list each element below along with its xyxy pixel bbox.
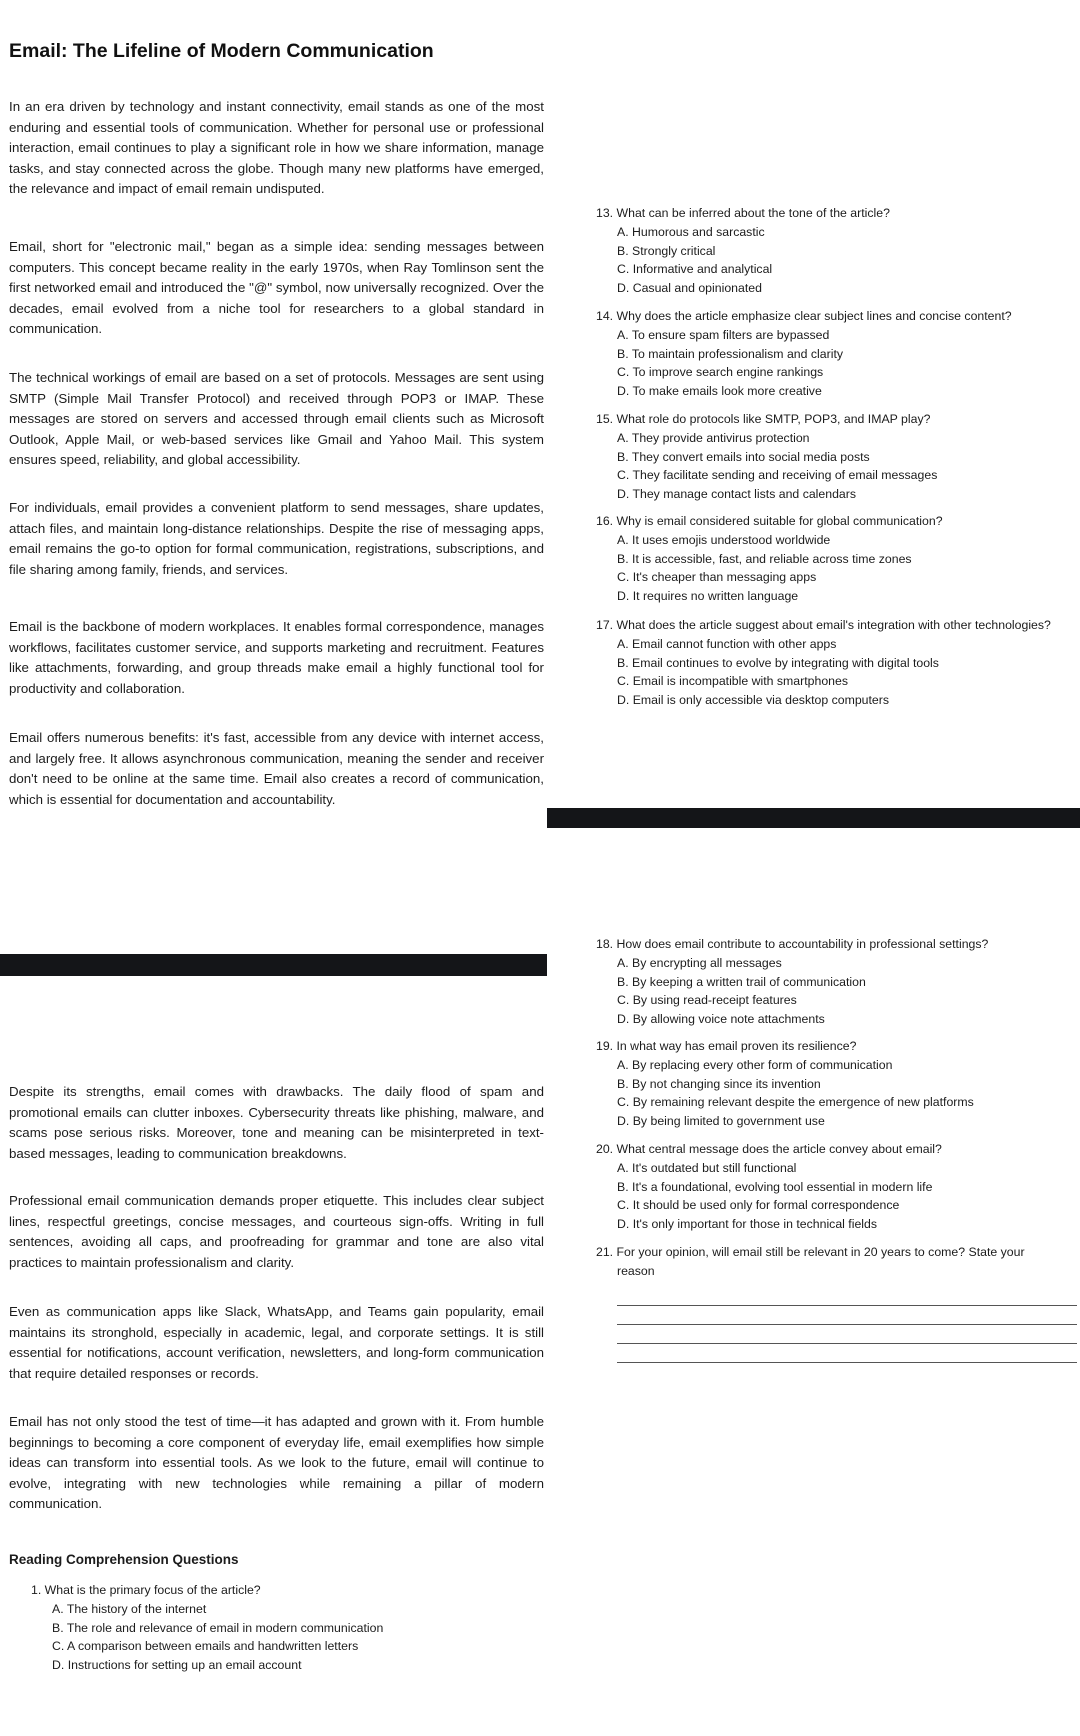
question-1 [31, 1581, 383, 1675]
question-21 [596, 1243, 1025, 1281]
question-stem: 14. Why does the article emphasize clear subject lines and concise content? [596, 309, 1012, 323]
option-d: D. By allowing voice note attachments [617, 1012, 825, 1027]
option-a: A. Humorous and sarcastic [617, 224, 765, 239]
option-a: A. To ensure spam filters are bypassed [617, 327, 830, 342]
answer-line[interactable] [617, 1324, 1077, 1325]
redaction-bar [0, 954, 547, 976]
paragraph-individuals: For individuals, email provides a convenient platform to send messages, share updates, attach files, and maintain long-distance relationships. Despite the rise of messaging apps, email remains the go-to option for formal communication, registrations, subscriptions, and file sharing among family, friends, and services. [9, 500, 544, 577]
questions-heading: Reading Comprehension Questions [9, 1552, 239, 1567]
option-b: B. It is accessible, fast, and reliable across time zones [617, 551, 912, 566]
question-20 [596, 1140, 942, 1234]
option-a: A. They provide antivirus protection [617, 430, 810, 445]
paragraph-drawbacks: Despite its strengths, email comes with drawbacks. The daily flood of spam and promotional emails can clutter inboxes. Cybersecurity threats like phishing, malware, and scams pose serious risks. Moreover, tone and meaning can be misinterpreted in text-based messages, leading to communication breakdowns. [9, 1084, 544, 1161]
question-14 [596, 307, 1012, 401]
option-d: D. Email is only accessible via desktop computers [617, 693, 890, 708]
option-b: B. Email continues to evolve by integrating with digital tools [617, 655, 939, 670]
question-16 [596, 512, 943, 606]
question-stem: 17. What does the article suggest about email's integration with other technologies? [596, 618, 1051, 632]
paragraph-technical: The technical workings of email are based on a set of protocols. Messages are sent using SMTP (Simple Mail Transfer Protocol) and received through POP3 or IMAP. These messages are stored on servers and accessed through email clients such as Microsoft Outlook, Apple Mail, or web-based services like Gmail and Yahoo Mail. This system ensures speed, reliability, and global accessibility. [9, 370, 544, 467]
option-c: C. A comparison between emails and handwritten letters [52, 1639, 359, 1654]
question-stem-continued: reason [617, 1263, 655, 1278]
option-c: C. It should be used only for formal correspondence [617, 1198, 900, 1213]
option-a: A. By replacing every other form of communication [617, 1057, 893, 1072]
question-stem: 16. Why is email considered suitable for global communication? [596, 514, 943, 528]
question-stem: 18. How does email contribute to accountability in professional settings? [596, 937, 989, 951]
option-d: D. They manage contact lists and calendars [617, 487, 857, 502]
option-b: B. They convert emails into social media posts [617, 449, 870, 464]
option-c: C. They facilitate sending and receiving of email messages [617, 468, 938, 483]
option-b: B. Strongly critical [617, 243, 716, 258]
option-d: D. By being limited to government use [617, 1114, 825, 1129]
option-a: A. It uses emojis understood worldwide [617, 532, 831, 547]
paragraph-intro: In an era driven by technology and instant connectivity, email stands as one of the most enduring and essential tools of communication. Whether for personal use or professional interaction, email continues to play a significant role in how we share information, manage tasks, and stay connected across the globe. Though many new platforms have emerged, the relevance and impact of email remain undisputed. [9, 99, 544, 196]
option-c: C. By remaining relevant despite the emergence of new platforms [617, 1095, 974, 1110]
paragraph-stronghold: Even as communication apps like Slack, WhatsApp, and Teams gain popularity, email maintains its stronghold, especially in academic, legal, and corporate settings. It is still essential for notifications, account verification, newsletters, and long-form communication that require detailed responses or records. [9, 1304, 544, 1381]
option-b: B. By not changing since its invention [617, 1076, 821, 1091]
question-stem: 20. What central message does the article convey about email? [596, 1142, 942, 1156]
option-b: B. It's a foundational, evolving tool essential in modern life [617, 1179, 933, 1194]
option-c: C. By using read-receipt features [617, 993, 797, 1008]
question-stem: 21. For your opinion, will email still be relevant in 20 years to come? State your [596, 1245, 1025, 1259]
answer-line[interactable] [617, 1305, 1077, 1306]
question-stem: 19. In what way has email proven its resilience? [596, 1039, 857, 1053]
option-c: C. Email is incompatible with smartphones [617, 674, 848, 689]
paragraph-conclusion: Email has not only stood the test of time—it has adapted and grown with it. From humble beginnings to becoming a core component of everyday life, email exemplifies how simple ideas can transform into essential tools. As we look to the future, email will continue to evolve, integrating with new technologies while remaining a pillar of modern communication. [9, 1414, 544, 1511]
question-stem: 15. What role do protocols like SMTP, POP3, and IMAP play? [596, 412, 931, 426]
redaction-bar [547, 808, 1080, 828]
option-d: D. Instructions for setting up an email account [52, 1658, 302, 1673]
question-17 [596, 616, 1051, 710]
paragraph-etiquette: Professional email communication demands proper etiquette. This includes clear subject lines, respectful greetings, concise messages, and courteous sign-offs. Writing in full sentences, avoiding all caps, and proofreading for grammar and tone are also vital practices to maintain professionalism and clarity. [9, 1193, 544, 1270]
option-d: D. Casual and opinionated [617, 281, 762, 296]
option-a: A. Email cannot function with other apps [617, 636, 837, 651]
question-stem: 13. What can be inferred about the tone of the article? [596, 206, 890, 220]
option-c: C. It's cheaper than messaging apps [617, 570, 817, 585]
option-b: B. The role and relevance of email in modern communication [52, 1620, 384, 1635]
paragraph-benefits: Email offers numerous benefits: it's fast, accessible from any device with internet access, and largely free. It allows asynchronous communication, meaning the sender and receiver don't need to be online at the same time. Email also creates a record of communication, which is essential for documentation and accountability. [9, 730, 544, 807]
answer-line[interactable] [617, 1362, 1077, 1363]
question-stem: 1. What is the primary focus of the article? [31, 1583, 261, 1597]
option-c: C. To improve search engine rankings [617, 365, 824, 380]
option-d: D. It requires no written language [617, 589, 799, 604]
option-d: D. To make emails look more creative [617, 384, 822, 399]
paragraph-workplace: Email is the backbone of modern workplaces. It enables formal correspondence, manages workflows, facilitates customer service, and supports marketing and recruitment. Features like attachments, forwarding, and group threads make email a highly functional tool for productivity and collaboration. [9, 619, 544, 696]
question-19 [596, 1037, 974, 1131]
option-a: A. The history of the internet [52, 1601, 207, 1616]
question-15 [596, 410, 937, 504]
option-b: B. To maintain professionalism and clarity [617, 346, 844, 361]
paragraph-history: Email, short for "electronic mail," began as a simple idea: sending messages between computers. This concept became reality in the early 1970s, when Ray Tomlinson sent the first networked email and introduced the "@" symbol, now universally recognized. Over the decades, email evolved from a niche tool for researchers to a global standard in communication. [9, 239, 544, 336]
article-title: Email: The Lifeline of Modern Communication [9, 40, 434, 62]
question-13 [596, 204, 890, 298]
option-c: C. Informative and analytical [617, 262, 773, 277]
option-b: B. By keeping a written trail of communication [617, 974, 866, 989]
option-d: D. It's only important for those in technical fields [617, 1217, 878, 1232]
answer-line[interactable] [617, 1343, 1077, 1344]
option-a: A. It's outdated but still functional [617, 1160, 797, 1175]
option-a: A. By encrypting all messages [617, 955, 782, 970]
question-18 [596, 935, 988, 1029]
